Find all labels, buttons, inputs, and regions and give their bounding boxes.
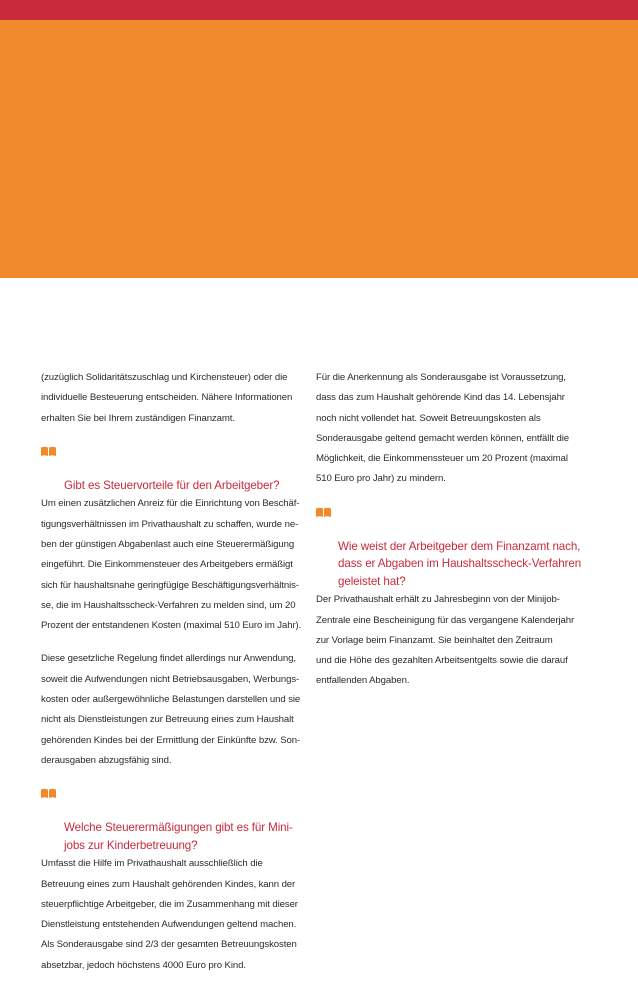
section-heading-text: Welche Steuerermäßigungen gibt es für Mini- jobs zur Kinderbetreuung? [64,821,293,852]
book-icon [316,507,331,517]
section-heading-text: Wie weist der Arbeitgeber dem Finanzamt nach, dass er Abgaben im Haushaltsscheck-Verfahren geleistet hat? [338,539,582,588]
book-icon [41,788,56,798]
section-paragraph: Umfasst die Hilfe im Privathaushalt ausschließlich die Betreuung eines zum Haushalt gehörenden Kindes, kann der steuerpflichtige Arbeitgeber, die im Zusammenhang mit dieser Dienstleistung entstehenden Aufwendungen geltend machen. Als Sonderausgabe sind 2/3 der gesamten Betreuungskosten absetzbar, jedoch höchstens 4000 Euro pro Kind. [41,858,298,971]
section-heading-kinderbetreuung [41,784,303,854]
right-intro-paragraph: Für die Anerkennung als Sonderausgabe ist Voraussetzung, dass das zum Haushalt gehörende Kind das 14. Lebensjahr noch nicht vollendet hat. Soweit Betreuungskosten als Sonderausgabe geltend gemacht werden können, entfällt die Möglichkeit, die Einkommenssteuer um 20 Prozent (maximal 510 Euro pro Jahr) zu mindern. [316,372,569,485]
left-intro-paragraph: (zuzüglich Solidaritätszuschlag und Kirchensteuer) oder die individuelle Besteuerung entscheiden. Nähere Informationen erhalten Sie bei Ihrem zuständigen Finanzamt. [41,372,293,424]
section-paragraph: Diese gesetzliche Regelung findet allerdings nur Anwendung, soweit die Aufwendungen nicht Betriebsausgaben, Werbungs- kosten oder außergewöhnliche Belastungen darstellen und sie nicht als Dienstleistungen zur Betreuung eines zum Haushalt gehörenden Kindes bei der Ermittlung der Einkünfte bzw. Son- derausgaben abzugsfähig sind. [41,653,301,766]
section-heading-nachweis [316,503,582,591]
section-paragraph: Um einen zusätzlichen Anreiz für die Einrichtung von Beschäf- tigungsverhältnissen im Privathaushalt zu schaffen, wurde ne- ben der günstigen Abgabenlast auch eine Steuerermäßigung eingeführt. Die Einkommensteuer des Arbeitgebers ermäßigt sich für haushaltsnahe geringfügige Beschäftigungsverhältnis- se, die im Haushaltsscheck-Verfahren zu melden sind, um 20 Prozent der entstandenen Kosten (maximal 510 Euro im Jahr). [41,498,302,632]
section-heading-steuervorteile [41,442,303,495]
top-color-strip [0,0,638,20]
section-paragraph: Der Privathaushalt erhält zu Jahresbeginn von der Minijob- Zentrale eine Bescheinigung für das vergangene Kalenderjahr zur Vorlage beim Finanzamt. Sie beinhaltet den Zeitraum und die Höhe des gezahlten Arbeitsentgelts sowie die darauf entfallenden Abgaben. [316,594,575,687]
section-heading-text: Gibt es Steuervorteile für den Arbeitgeber? [64,478,280,492]
header-color-block [0,20,638,278]
right-text-column [316,368,582,705]
left-text-column [41,368,303,989]
book-icon [41,446,56,456]
